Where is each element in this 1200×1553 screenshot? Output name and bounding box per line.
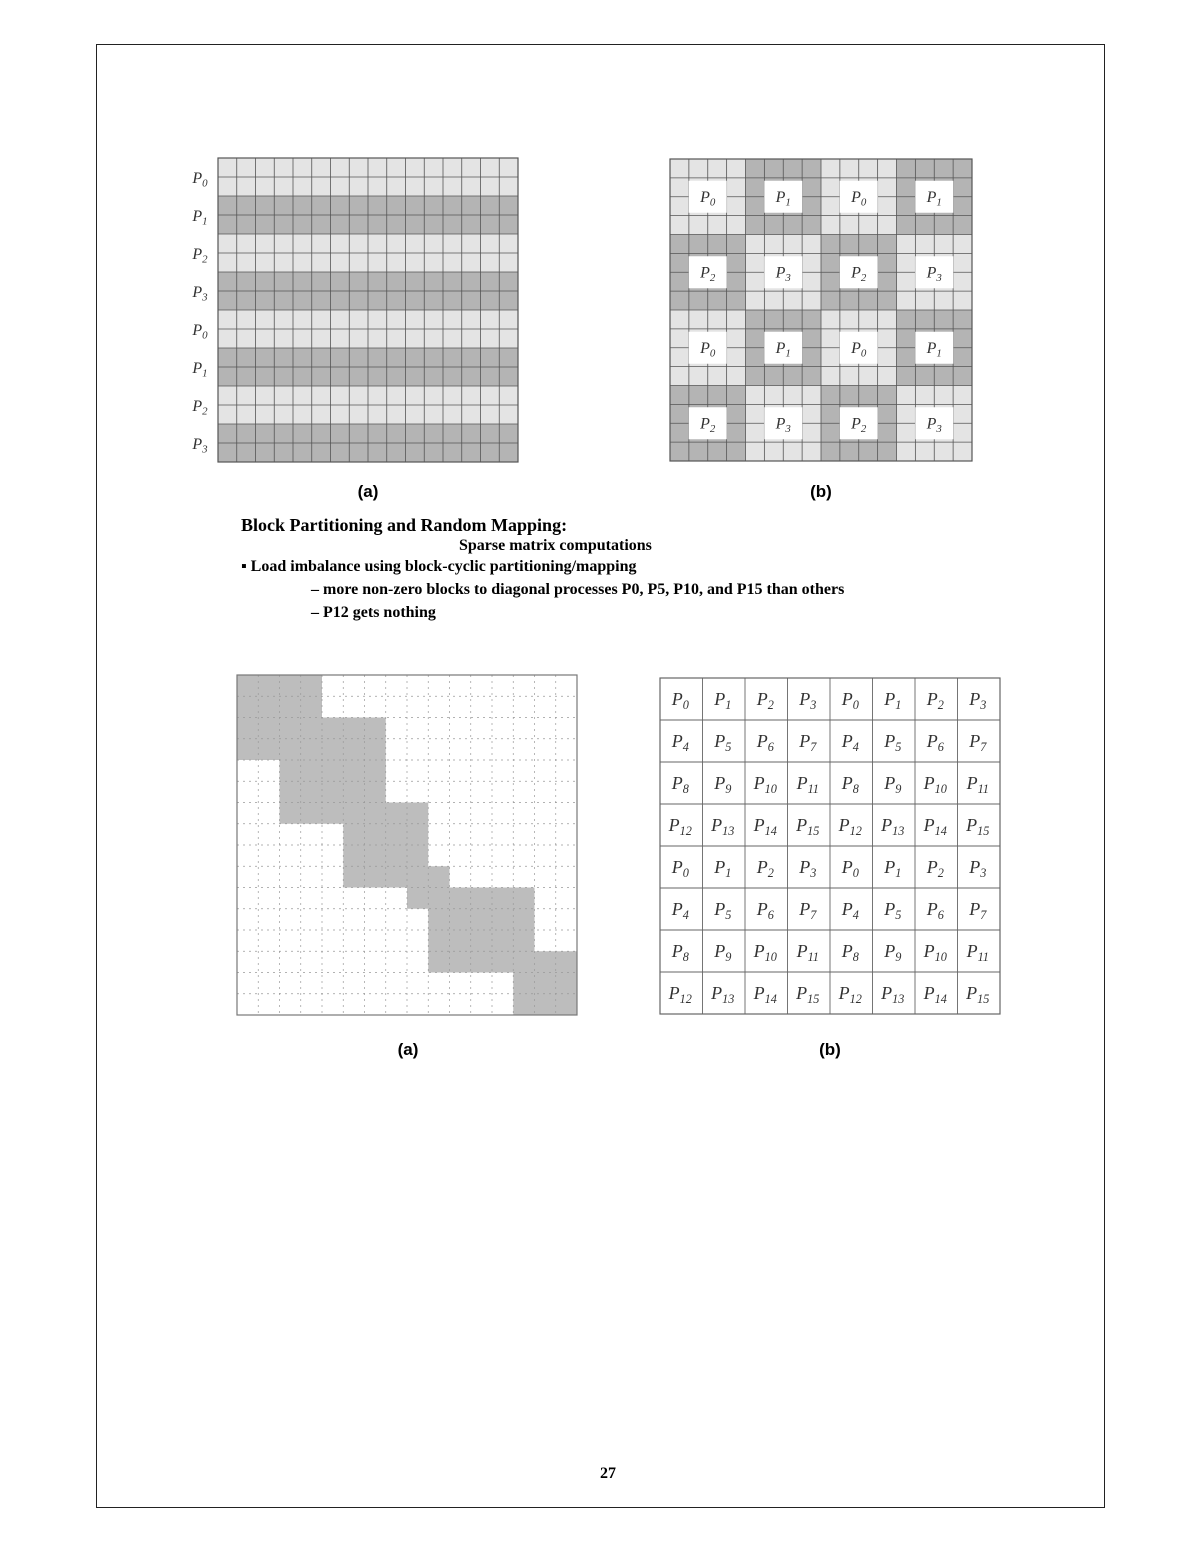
grid-cell-label: $P_6$ — [756, 731, 774, 754]
grid-cell-label: $P_2$ — [756, 689, 774, 712]
grid-cell-label: $P_{14}$ — [923, 815, 947, 838]
grid-cell-label: $P_2$ — [756, 857, 774, 880]
sub-item: – more non-zero blocks to diagonal processes P0, P5, P10, and P15 than others — [311, 581, 845, 598]
grid-cell-label: $P_{12}$ — [838, 815, 862, 838]
grid-cell-label: $P_{13}$ — [711, 815, 735, 838]
grid-cell-label: $P_{10}$ — [923, 941, 947, 964]
grid-cell-label: $P_7$ — [969, 731, 987, 754]
grid-cell-label: $P_4$ — [841, 731, 859, 754]
grid-cell-label: $P_3$ — [969, 857, 987, 880]
grid-cell-label: $P_{12}$ — [668, 815, 692, 838]
grid-cell-label: $P_{13}$ — [711, 983, 735, 1006]
block-label: $P_1$ — [775, 188, 791, 209]
grid-cell-label: $P_{15}$ — [966, 983, 990, 1006]
caption-top-b: (b) — [810, 482, 832, 501]
block-label: $P_1$ — [775, 339, 791, 360]
row-label: $P_2$ — [192, 398, 208, 418]
grid-cell-label: $P_{13}$ — [881, 983, 905, 1006]
text-block — [241, 514, 1041, 624]
grid-cell-label: $P_{10}$ — [923, 773, 947, 796]
caption-bottom-a: (a) — [397, 1040, 419, 1059]
figure-top-a-row-cyclic — [180, 150, 530, 468]
grid-cell-label: $P_4$ — [671, 899, 689, 922]
grid-cell-label: $P_1$ — [884, 857, 902, 880]
grid-cell-label: $P_{15}$ — [796, 983, 820, 1006]
grid-cell-label: $P_9$ — [714, 773, 732, 796]
nonzero-block — [428, 888, 534, 973]
row-label: $P_0$ — [192, 170, 208, 190]
grid-cell-label: $P_{11}$ — [966, 941, 989, 964]
grid-cell-label: $P_1$ — [884, 689, 902, 712]
grid-cell-label: $P_3$ — [799, 857, 817, 880]
grid-cell-label: $P_8$ — [841, 773, 859, 796]
grid-cell-label: $P_6$ — [756, 899, 774, 922]
grid-cell-label: $P_{13}$ — [881, 815, 905, 838]
grid-cell-label: $P_9$ — [884, 941, 902, 964]
caption-bottom-b: (b) — [819, 1040, 841, 1059]
grid-cell-label: $P_{15}$ — [796, 815, 820, 838]
grid-cell-label: $P_5$ — [884, 899, 902, 922]
grid-cell-label: $P_2$ — [926, 857, 944, 880]
row-label: $P_1$ — [192, 360, 208, 380]
grid-cell-label: $P_0$ — [671, 857, 689, 880]
block-label: $P_2$ — [851, 264, 867, 284]
row-label: $P_0$ — [192, 322, 208, 342]
grid-cell-label: $P_3$ — [799, 689, 817, 712]
caption-top-a: (a) — [357, 482, 379, 501]
grid-cell-label: $P_5$ — [714, 899, 732, 922]
sub-item: – P12 gets nothing — [311, 604, 436, 621]
row-label: $P_2$ — [192, 246, 208, 266]
grid-cell-label: $P_0$ — [841, 857, 859, 880]
grid-cell-label: $P_0$ — [671, 689, 689, 712]
grid-cell-label: $P_2$ — [926, 689, 944, 712]
grid-cell-label: $P_{14}$ — [753, 815, 777, 838]
grid-cell-label: $P_{11}$ — [796, 941, 819, 964]
block-label: $P_0$ — [700, 339, 716, 360]
figure-top-b-block-cyclic — [666, 155, 976, 465]
grid-cell-label: $P_{11}$ — [966, 773, 989, 796]
block-label: $P_3$ — [775, 415, 791, 435]
grid-cell-label: $P_{10}$ — [753, 941, 777, 964]
bullet-item: ▪ Load imbalance using block-cyclic partitioning/mapping — [241, 558, 637, 575]
grid-cell-label: $P_{15}$ — [966, 815, 990, 838]
figure-bottom-a-sparse-matrix — [236, 674, 578, 1016]
block-label: $P_2$ — [700, 415, 716, 435]
block-label: $P_1$ — [926, 339, 942, 360]
block-label: $P_0$ — [851, 339, 867, 360]
grid-cell-label: $P_1$ — [714, 689, 732, 712]
grid-cell-label: $P_5$ — [884, 731, 902, 754]
grid-cell-label: $P_8$ — [671, 941, 689, 964]
grid-cell-label: $P_{12}$ — [668, 983, 692, 1006]
grid-cell-label: $P_{14}$ — [923, 983, 947, 1006]
grid-cell-label: $P_{10}$ — [753, 773, 777, 796]
block-label: $P_3$ — [775, 264, 791, 284]
grid-cell-label: $P_4$ — [671, 731, 689, 754]
grid-cell-label: $P_4$ — [841, 899, 859, 922]
block-label: $P_3$ — [926, 264, 942, 284]
grid-cell-label: $P_3$ — [969, 689, 987, 712]
row-label: $P_3$ — [192, 436, 208, 456]
block-label: $P_1$ — [926, 188, 942, 209]
block-label: $P_3$ — [926, 415, 942, 435]
page-number: 27 — [600, 1465, 616, 1482]
grid-cell-label: $P_8$ — [671, 773, 689, 796]
grid-cell-label: $P_{14}$ — [753, 983, 777, 1006]
grid-cell-label: $P_7$ — [799, 731, 817, 754]
block-label: $P_0$ — [700, 188, 716, 209]
row-label: $P_1$ — [192, 208, 208, 228]
grid-cell-label: $P_8$ — [841, 941, 859, 964]
grid-cell-label: $P_9$ — [714, 941, 732, 964]
grid-cell-label: $P_6$ — [926, 899, 944, 922]
row-label: $P_3$ — [192, 284, 208, 304]
grid-cell-label: $P_7$ — [799, 899, 817, 922]
grid-cell-label: $P_{12}$ — [838, 983, 862, 1006]
subheading: Sparse matrix computations — [459, 537, 652, 554]
block-label: $P_0$ — [851, 188, 867, 209]
block-label: $P_2$ — [700, 264, 716, 284]
grid-cell-label: $P_6$ — [926, 731, 944, 754]
figure-bottom-b-process-grid — [658, 676, 1002, 1016]
grid-cell-label: $P_1$ — [714, 857, 732, 880]
block-label: $P_2$ — [851, 415, 867, 435]
grid-cell-label: $P_0$ — [841, 689, 859, 712]
grid-cell-label: $P_9$ — [884, 773, 902, 796]
grid-cell-label: $P_{11}$ — [796, 773, 819, 796]
grid-cell-label: $P_5$ — [714, 731, 732, 754]
heading: Block Partitioning and Random Mapping: — [241, 515, 568, 535]
grid-cell-label: $P_7$ — [969, 899, 987, 922]
